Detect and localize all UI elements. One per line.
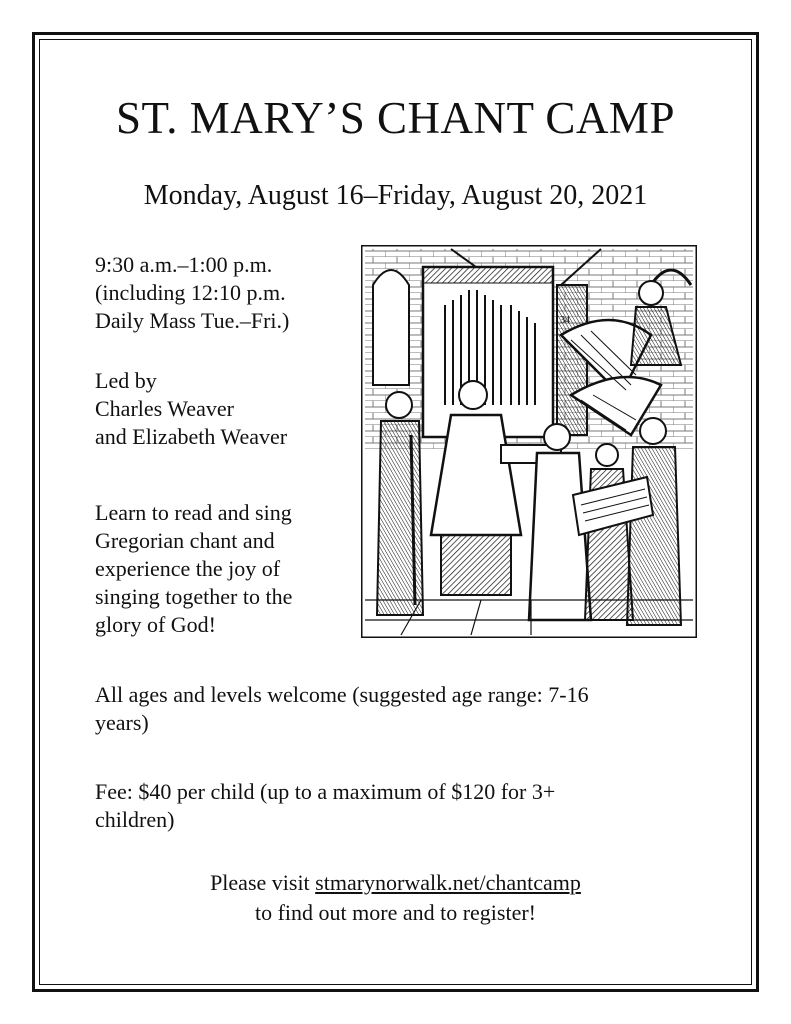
leaders-block bbox=[95, 367, 287, 451]
fee-block bbox=[95, 778, 705, 834]
ages-line: All ages and levels welcome (suggested age range: 7-16 bbox=[95, 682, 589, 707]
schedule-line: (including 12:10 p.m. bbox=[95, 280, 286, 305]
description-line: Learn to read and sing bbox=[95, 500, 292, 525]
visit-line bbox=[40, 868, 751, 898]
page-title: ST. MARY’S CHANT CAMP bbox=[116, 93, 675, 143]
woodcut-organ-choir-illustration bbox=[361, 245, 697, 638]
visit-prefix: Please visit bbox=[210, 870, 316, 895]
schedule-line: 9:30 a.m.–1:00 p.m. bbox=[95, 252, 273, 277]
fee-line: Fee: $40 per child (up to a maximum of $120 for 3+ bbox=[95, 779, 556, 804]
ages-block bbox=[95, 681, 705, 737]
leaders-line: Led by bbox=[95, 368, 157, 393]
visit-line-2: to find out more and to register! bbox=[254, 900, 537, 925]
description-line: singing together to the bbox=[95, 584, 293, 609]
event-dates: Monday, August 16–Friday, August 20, 2021 bbox=[143, 180, 648, 211]
visit-block bbox=[40, 868, 751, 928]
description-line: glory of God! bbox=[95, 612, 216, 637]
schedule-line: Daily Mass Tue.–Fri.) bbox=[95, 308, 290, 333]
register-link[interactable]: stmarynorwalk.net/chantcamp bbox=[315, 870, 581, 895]
illustration-number: 34 bbox=[560, 315, 570, 326]
leaders-line: Charles Weaver bbox=[95, 396, 234, 421]
leaders-line: and Elizabeth Weaver bbox=[95, 424, 288, 449]
fee-line: children) bbox=[95, 807, 175, 832]
description-block bbox=[95, 499, 292, 639]
description-line: Gregorian chant and bbox=[95, 528, 275, 553]
schedule-block bbox=[95, 251, 289, 335]
ages-line: years) bbox=[95, 710, 149, 735]
description-line: experience the joy of bbox=[95, 556, 281, 581]
